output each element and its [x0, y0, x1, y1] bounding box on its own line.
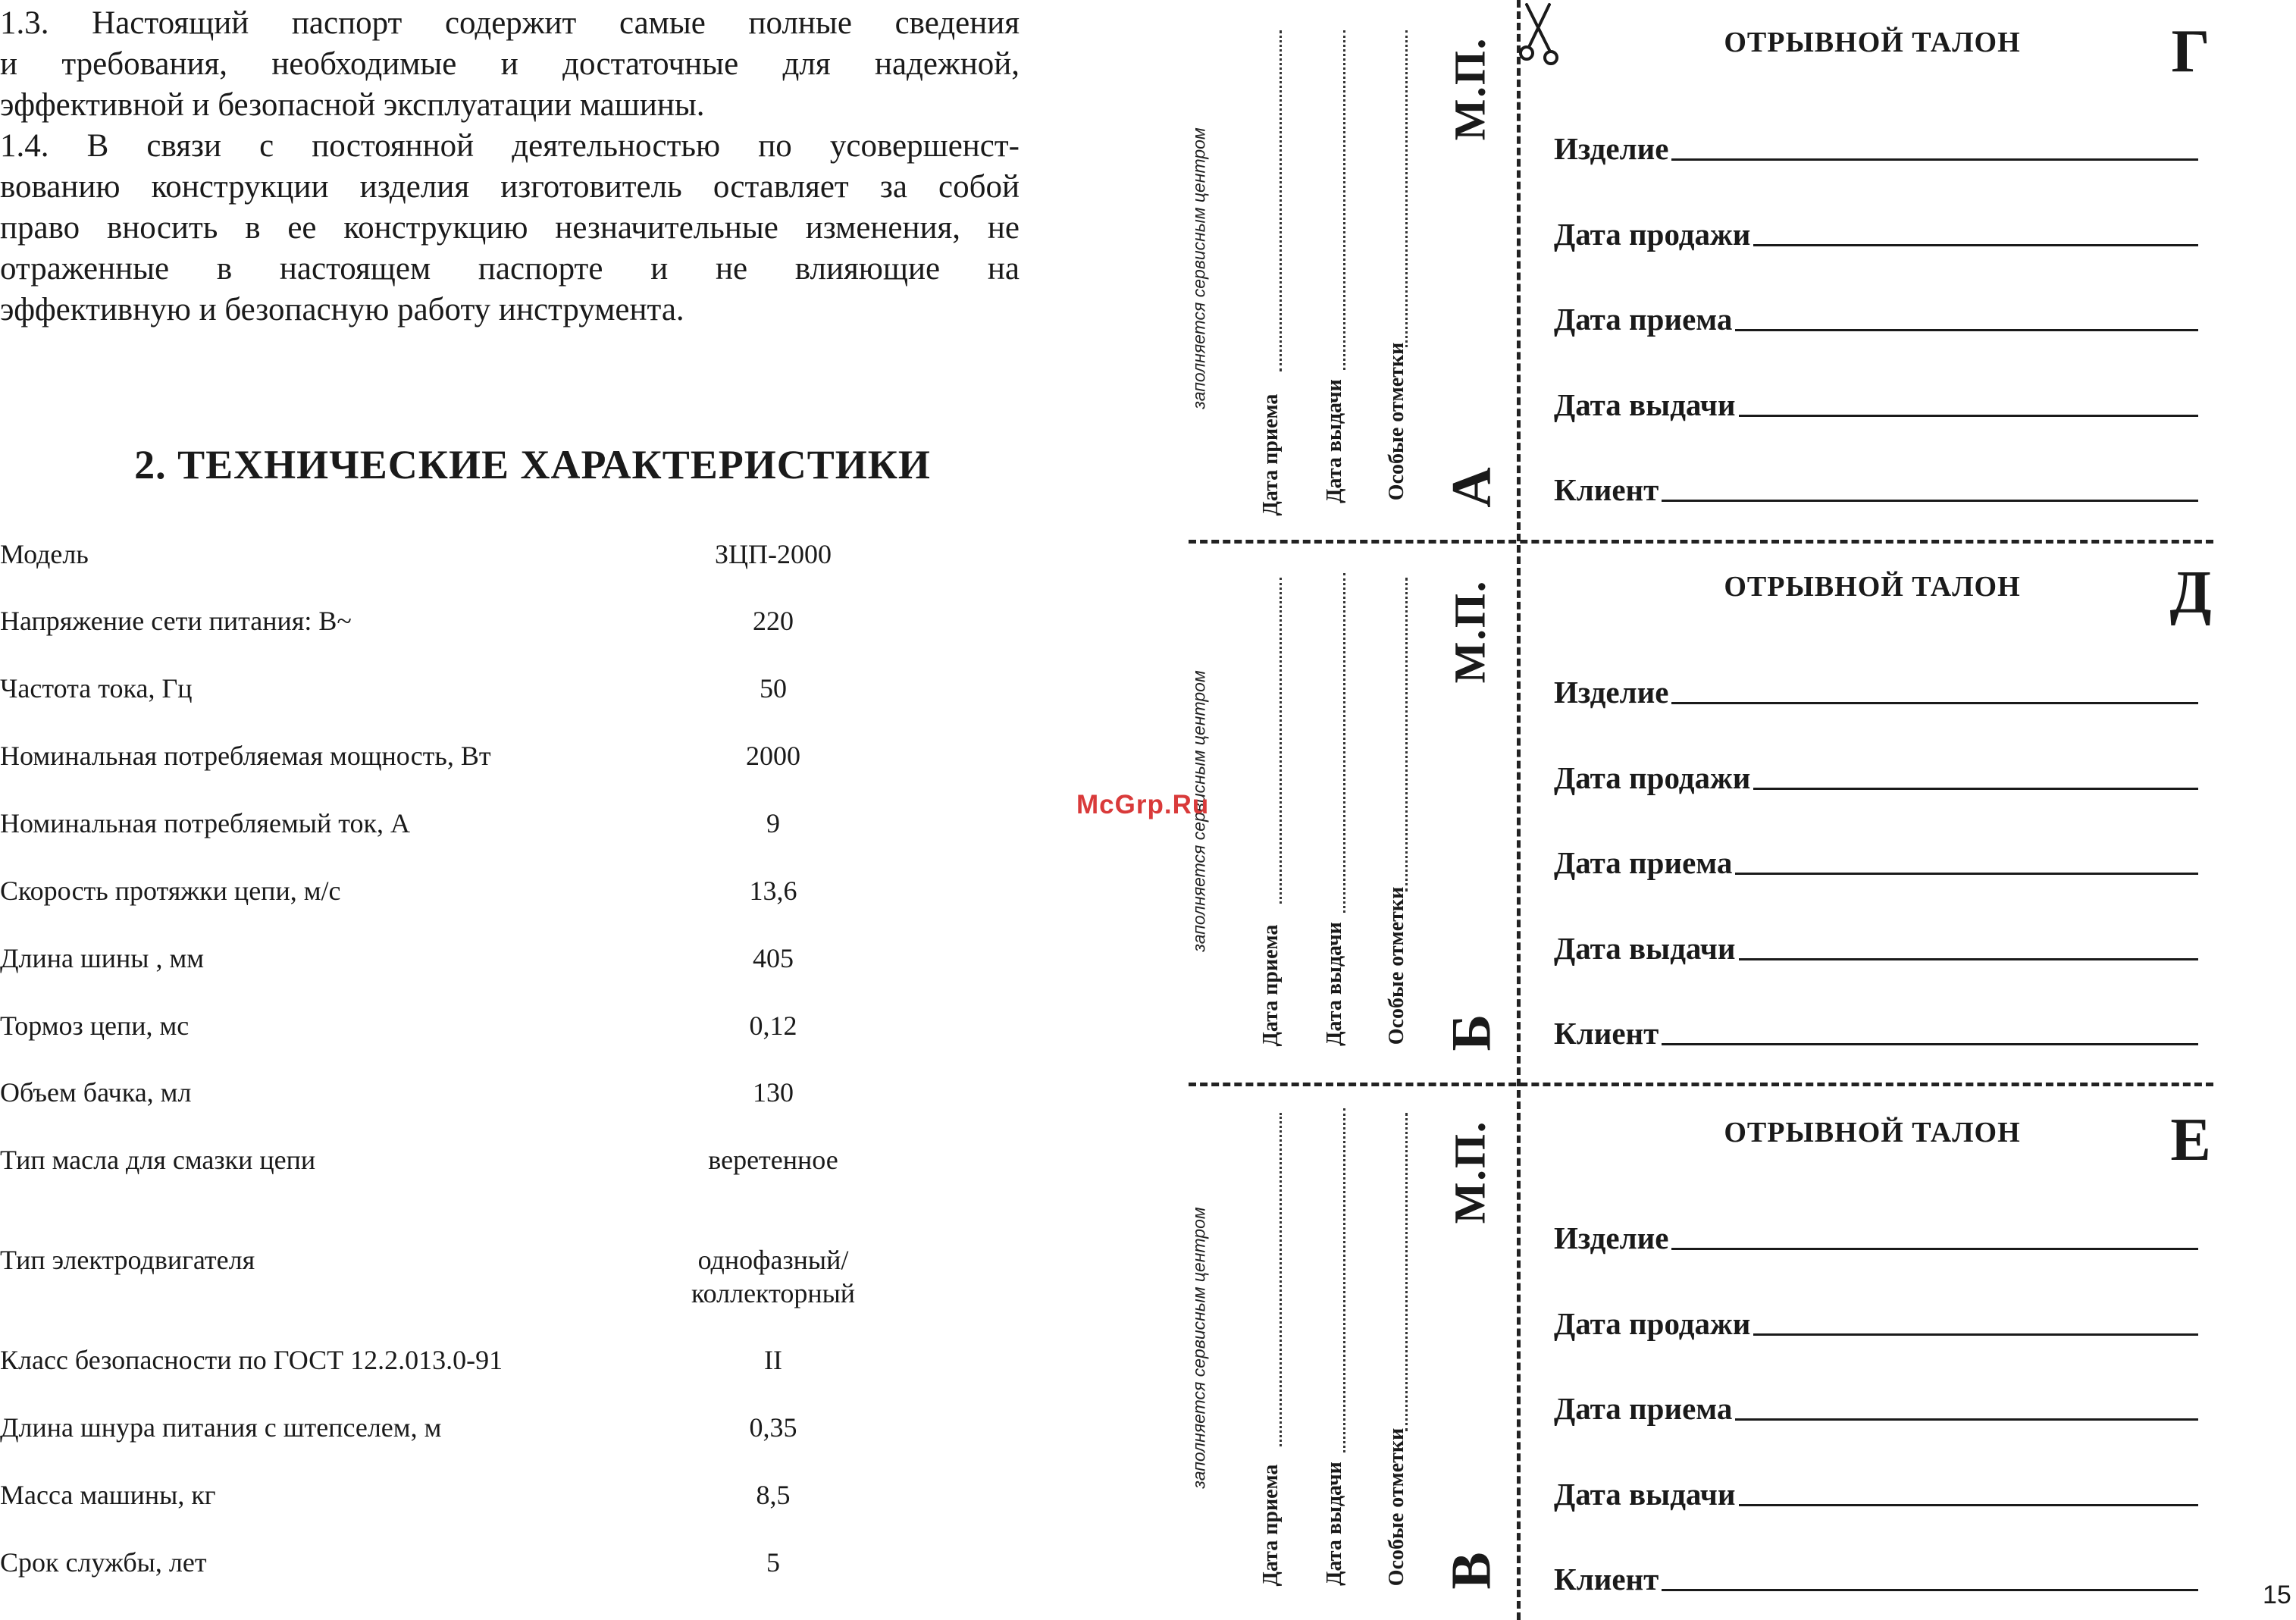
- dotted-field-line: [1405, 30, 1408, 347]
- stub-field-date-in: Дата приема: [1259, 1464, 1283, 1587]
- stub-field-date-in: Дата приема: [1259, 393, 1283, 516]
- fill-line: [1739, 415, 2198, 417]
- talon-field-issue-date[interactable]: [1554, 1474, 2198, 1512]
- field-label: Дата выдачи: [1554, 931, 1736, 966]
- talon-field-issue-date[interactable]: [1554, 929, 2198, 967]
- dotted-field-line: [1280, 30, 1282, 371]
- field-label: Дата продажи: [1554, 1306, 1751, 1341]
- spec-label: Масса машины, кг: [0, 1480, 216, 1510]
- spec-value: 0,35: [749, 1412, 797, 1443]
- text-line: право вносить в ее конструкцию незначительные изменения, не: [0, 210, 1020, 246]
- section-title: 2. ТЕХНИЧЕСКИЕ ХАРАКТЕРИСТИКИ: [134, 442, 931, 487]
- talon-field-client[interactable]: [1554, 470, 2198, 508]
- spec-label: Частота тока, Гц: [0, 673, 193, 703]
- talon-field-sale-date[interactable]: [1554, 758, 2198, 796]
- horizontal-cut-line: [1189, 1083, 2213, 1086]
- talon-title: ОТРЫВНОЙ ТАЛОН: [1724, 27, 2021, 58]
- spec-label: Класс безопасности по ГОСТ 12.2.013.0-91: [0, 1345, 503, 1375]
- paragraph-1-4: [0, 126, 1020, 331]
- spec-label: Скорость протяжки цепи, м/с: [0, 876, 341, 906]
- stub-note: заполняется сервисным центром: [1189, 670, 1209, 952]
- stub-field-notes: Особые отметки: [1385, 1427, 1408, 1587]
- fill-line: [1662, 500, 2198, 502]
- spec-label: Номинальная потребляемый ток, А: [0, 808, 410, 838]
- field-label: Дата продажи: [1554, 217, 1751, 252]
- talon-field-product[interactable]: [1554, 129, 2198, 167]
- spec-value: 13,6: [749, 876, 797, 906]
- watermark: McGrp.Ru: [1076, 790, 1210, 819]
- talon-letter: Е: [2170, 1107, 2211, 1173]
- paragraph-1-3: [0, 3, 1020, 126]
- fill-line: [1671, 158, 2198, 161]
- dotted-field-line: [1405, 1113, 1408, 1431]
- text-line: 1.3. Настоящий паспорт содержит самые полные сведения: [0, 5, 1020, 41]
- field-label: Изделие: [1554, 675, 1669, 710]
- fill-line: [1739, 958, 2198, 960]
- spec-label: Объем бачка, мл: [0, 1077, 192, 1108]
- talon-field-sale-date[interactable]: [1554, 1304, 2198, 1342]
- field-label: Клиент: [1554, 472, 1659, 507]
- stub-field-notes: Особые отметки: [1385, 342, 1408, 501]
- spec-value: 5: [766, 1547, 780, 1578]
- fill-line: [1662, 1043, 2198, 1045]
- spec-value: 220: [753, 606, 794, 636]
- spec-value: ЗЦП-2000: [714, 539, 832, 569]
- page-number: 15: [2263, 1581, 2291, 1609]
- spec-value: 2000: [746, 741, 800, 771]
- field-label: Клиент: [1554, 1016, 1659, 1051]
- stub-field-notes: Особые отметки: [1385, 886, 1408, 1045]
- dotted-field-line: [1280, 1113, 1282, 1446]
- fill-line: [1739, 1504, 2198, 1506]
- talon-field-client[interactable]: [1554, 1559, 2198, 1597]
- spec-label: Тип масла для смазки цепи: [0, 1145, 316, 1175]
- talon-field-receive-date[interactable]: [1554, 299, 2198, 337]
- stub-field-date-out: Дата выдачи: [1323, 922, 1346, 1046]
- talon-field-product[interactable]: [1554, 672, 2198, 710]
- field-label: Дата приема: [1554, 1391, 1733, 1426]
- talon-field-receive-date[interactable]: [1554, 843, 2198, 881]
- spec-value: 405: [753, 943, 794, 973]
- talon-title: ОТРЫВНОЙ ТАЛОН: [1724, 571, 2021, 603]
- spec-value: 8,5: [756, 1480, 791, 1510]
- spec-label: Тип электродвигателя: [0, 1245, 255, 1275]
- stub-letter: А: [1440, 467, 1503, 508]
- field-label: Дата выдачи: [1554, 387, 1736, 422]
- stamp-placeholder: М.П.: [1445, 1120, 1495, 1224]
- spec-value: 9: [766, 808, 780, 838]
- spec-value: однофазный/ коллекторный: [691, 1245, 856, 1308]
- spec-label: Напряжение сети питания: В~: [0, 606, 352, 636]
- field-label: Дата приема: [1554, 845, 1733, 880]
- field-label: Изделие: [1554, 1220, 1669, 1255]
- text-line: вованию конструкции изделия изготовитель оставляет за собой: [0, 169, 1020, 205]
- text-line: и требования, необходимые и достаточные для надежной,: [0, 46, 1020, 82]
- fill-line: [1753, 1333, 2198, 1336]
- fill-line: [1671, 702, 2198, 704]
- fill-line: [1735, 329, 2198, 331]
- text-line: отраженные в настоящем паспорте и не влияющие на: [0, 251, 1020, 287]
- vertical-cut-line: [1517, 0, 1521, 1620]
- field-label: Клиент: [1554, 1562, 1659, 1596]
- spec-value: II: [764, 1345, 782, 1375]
- text-line: 1.4. В связи с постоянной деятельностью по усовершенст-: [0, 128, 1020, 164]
- stub-field-date-out: Дата выдачи: [1323, 379, 1346, 503]
- stub-note: заполняется сервисным центром: [1189, 1207, 1209, 1489]
- talon-field-client[interactable]: [1554, 1014, 2198, 1051]
- dotted-field-line: [1343, 1108, 1345, 1452]
- stub-field-date-out: Дата выдачи: [1323, 1462, 1346, 1586]
- fill-line: [1753, 788, 2198, 790]
- talon-letter: Г: [2171, 18, 2210, 85]
- stamp-placeholder: М.П.: [1445, 579, 1495, 684]
- field-label: Дата приема: [1554, 302, 1733, 337]
- dotted-field-line: [1280, 578, 1282, 904]
- spec-label: Номинальная потребляемая мощность, Вт: [0, 741, 491, 771]
- talon-field-issue-date[interactable]: [1554, 385, 2198, 423]
- text-line: эффективную и безопасную работу инструмента.: [0, 292, 684, 327]
- talon-title: ОТРЫВНОЙ ТАЛОН: [1724, 1117, 2021, 1148]
- scissors-icon: [1519, 2, 1565, 65]
- fill-line: [1662, 1589, 2198, 1591]
- stub-letter: Б: [1440, 1014, 1503, 1051]
- spec-label: Срок службы, лет: [0, 1547, 207, 1578]
- spec-value: 0,12: [749, 1011, 797, 1041]
- field-label: Дата продажи: [1554, 760, 1751, 795]
- fill-line: [1671, 1248, 2198, 1250]
- spec-label: Длина шнура питания с штепселем, м: [0, 1412, 442, 1443]
- talon-field-product[interactable]: [1554, 1218, 2198, 1256]
- spec-label: Длина шины , мм: [0, 943, 205, 973]
- stamp-placeholder: М.П.: [1445, 36, 1495, 141]
- dotted-field-line: [1343, 573, 1345, 913]
- spec-value: веретенное: [708, 1145, 838, 1175]
- spec-label: Тормоз цепи, мс: [0, 1011, 190, 1041]
- stub-note: заполняется сервисным центром: [1189, 127, 1209, 409]
- stub-letter: В: [1440, 1552, 1503, 1590]
- text-line: эффективной и безопасной эксплуатации машины.: [0, 87, 705, 123]
- field-label: Изделие: [1554, 131, 1669, 166]
- stub-field-date-in: Дата приема: [1259, 924, 1283, 1047]
- spec-label: Модель: [0, 539, 89, 569]
- field-label: Дата выдачи: [1554, 1477, 1736, 1512]
- talon-letter: Д: [2169, 559, 2212, 626]
- dotted-field-line: [1343, 30, 1345, 370]
- talon-field-receive-date[interactable]: [1554, 1389, 2198, 1427]
- fill-line: [1735, 1418, 2198, 1421]
- talon-field-sale-date[interactable]: [1554, 215, 2198, 252]
- fill-line: [1753, 244, 2198, 246]
- spec-value: 130: [753, 1077, 794, 1108]
- spec-value: 50: [760, 673, 787, 703]
- horizontal-cut-line: [1189, 540, 2213, 544]
- fill-line: [1735, 873, 2198, 875]
- dotted-field-line: [1405, 578, 1408, 891]
